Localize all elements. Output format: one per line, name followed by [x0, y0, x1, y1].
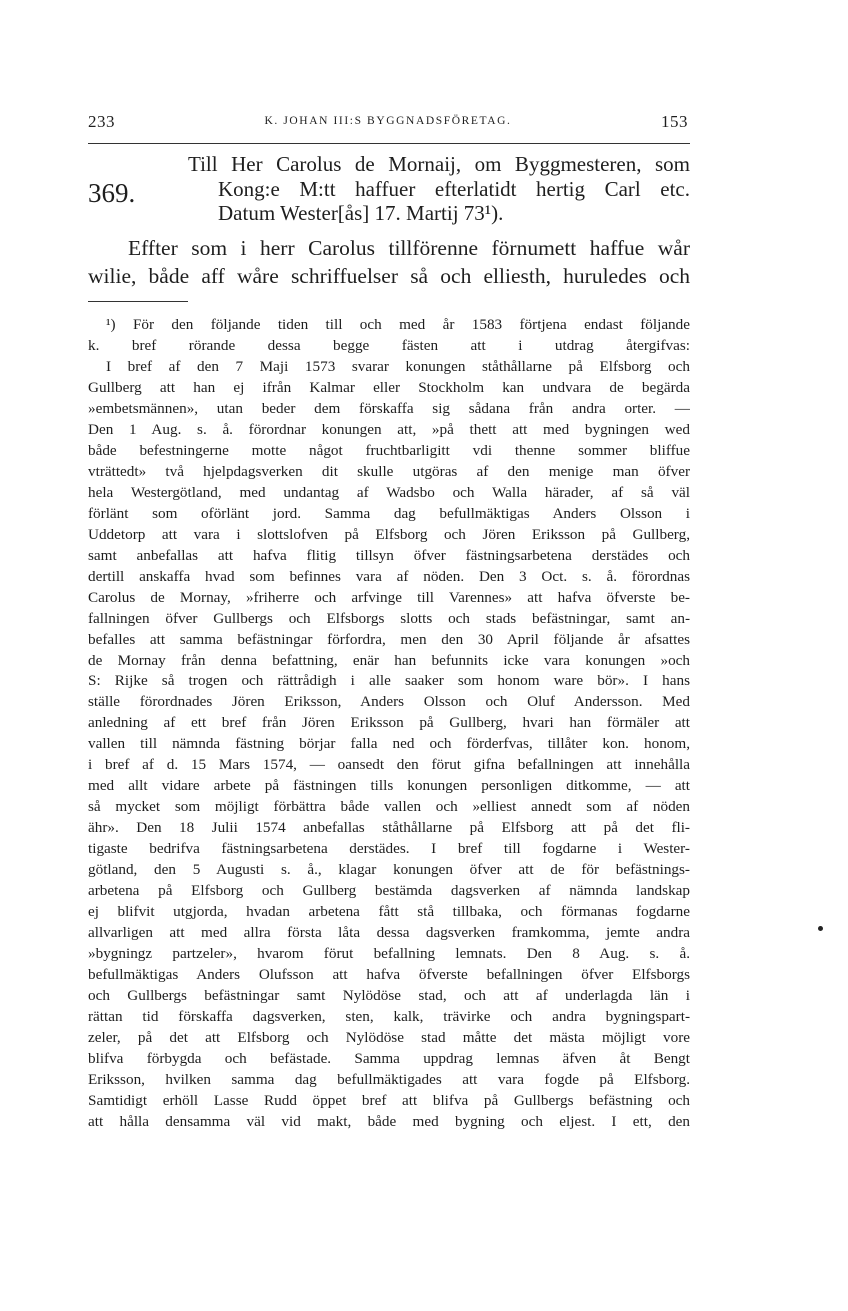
footnote-line: samt anbefallas att hafva flitig tillsyn öfver fästningsarbetena derstädes och — [88, 546, 690, 564]
footnote-line: dertill anskaffa hvad som befinnes vara af nöden. Den 3 Oct. s. å. förordnas — [88, 567, 690, 585]
title-line: Datum Wester[ås] 17. Martij 73¹). — [218, 201, 504, 225]
page-number-left: 233 — [88, 112, 115, 131]
footnote-line: Eriksson, hvilken samma dag befullmäktigades att vara fogde på Elfsborg. — [88, 1070, 690, 1088]
body-line: wilie, både aff wåre schriffuelser så och elliesth, huruledes och — [88, 264, 690, 288]
footnote-line: vallen till nämnda fästning börjar falla ned och förderfvas, tillåter kon. honom, — [88, 735, 690, 753]
footnote-line: fallningen öfver Gullbergs och Elfsborgs slotts och stads befästningar, samt an- — [88, 609, 690, 627]
body-line: Effter som i herr Carolus tillförenne förnumett haffue wår — [128, 236, 690, 260]
footnote-line: anledning af ett bref från Jören Eriksson på Gullberg, hvari han förmäler att — [88, 714, 690, 732]
footnote-line: i bref af d. 15 Mars 1574, — oansedt den förut gifna befallningen att innehålla — [88, 756, 690, 774]
footnote-line: vträttedt» två hjelpdagsverken dit skulle utgöras af den menige man öfver — [88, 462, 690, 480]
title-line: Kong:e M:tt haffuer efterlatidt hertig Carl etc. — [218, 176, 690, 201]
page-number-right: 153 — [661, 112, 688, 131]
footnote-line: »embetsmännen», utan beder dem förskaffa sig sådana från andra orter. — — [88, 399, 690, 417]
footnote-line: tigaste bedrifva fästningsarbetena derstädes. I bref till fogdarne i Wester- — [88, 840, 690, 858]
letter-body — [88, 234, 690, 290]
document-title — [188, 152, 690, 226]
footnote-line: ej blifvit utgjorda, hvadan arbetena fått stå tillbaka, och förmanas fogdarne — [88, 903, 690, 921]
footnote-line: »bygningz partzeler», hvarom förut befallning lemnats. Den 8 Aug. s. å. — [88, 945, 690, 963]
title-line: Till Her Carolus de Mornaij, om Byggmesteren, som — [188, 152, 690, 176]
footnote-line: ¹) För den följande tiden till och med år 1583 förtjena endast följande — [106, 316, 690, 333]
running-title: K. JOHAN III:S BYGGNADSFÖRETAG. — [264, 115, 512, 127]
footnote-line: att hålla densamma väl vid makt, både med bygning och eljest. I ett, den — [88, 1112, 690, 1130]
footnote-line: rättan tid förskaffa dagsverken, sten, kalk, trävirke och andra bygningspart- — [88, 1007, 690, 1025]
footnote-line: arbetena på Elfsborg och Gullberg bestämda dagsverken af nämnda landskap — [88, 882, 690, 900]
footnote-line: Samtidigt erhöll Lasse Rudd öppet bref att blifva på Gullbergs befästning och — [88, 1091, 690, 1109]
footnote-line: götland, den 5 Augusti s. å., klagar konungen öfver att de för befästnings- — [88, 861, 690, 879]
footnote-line: både befestningerne motte något fruchtbarligitt vdi thenne sommer bliffue — [88, 441, 690, 459]
footnote-line: befalles att samma befästningar förfordra, men den 30 April följande år afsattes — [88, 630, 690, 648]
footnote-line: de Mornay från denna befattning, enär han befunnits icke vara konungen »och — [88, 651, 690, 669]
footnote-line: Carolus de Mornay, »friherre och arfvinge till Varennes» att hafva öfverste be- — [88, 588, 690, 606]
footnote-line: S: Rijke så trogen och rättrådigh i alle saaker som honom ware bör». I hans — [88, 672, 690, 690]
footnote-line: förlänt som oförlänt jord. Samma dag befullmäktigas Anders Olsson i — [88, 504, 690, 522]
footnote-line: så mycket som möjligt förbättra både vallen och »elliest annedt som af nöden — [88, 798, 690, 816]
document-number: 369. — [88, 178, 136, 208]
footnote-line: Gullberg att han ej ifrån Kalmar eller Stockholm kan undvara de begärda — [88, 378, 690, 396]
footnote-line: ähr». Den 18 Julii 1574 anbefallas ståthållarne på Elfsborg att på det fli- — [88, 819, 690, 837]
running-header — [88, 112, 688, 136]
footnote-rule — [88, 301, 188, 302]
footnote-line: Uddetorp att vara i slottslofven på Elfsborg och Jören Eriksson på Gullberg, — [88, 525, 690, 543]
footnote-line: hela Westergötland, med undantag af Wadsbo och Walla härader, af så väl — [88, 483, 690, 501]
footnote-line: ställe förordnades Jören Eriksson, Anders Olsson och Oluf Andersson. Med — [88, 693, 690, 711]
footnote-line: k. bref rörande dessa begge fästen att i utdrag återgifvas: — [88, 336, 690, 354]
header-rule — [88, 143, 690, 144]
footnote-line: Den 1 Aug. s. å. förordnar konungen att, »på thett att med bygningen wed — [88, 420, 690, 438]
footnote — [88, 315, 690, 1133]
footnote-line: och Gullbergs befästningar samt Nylödöse stad, och att af underlagda län i — [88, 987, 690, 1004]
footnote-line: blifva förbygda och befästade. Samma uppdrag lemnas äfven åt Bengt — [88, 1049, 690, 1067]
footnote-line: I bref af den 7 Maji 1573 svarar konungen ståthållarne på Elfsborg och — [106, 357, 690, 375]
footnote-line: befullmäktigas Anders Olufsson att hafva öfverste befallningen öfver Elfsborgs — [88, 966, 690, 984]
footnote-line: allvarligen att med allra första låta dessa dagsverken framkomma, jemte andra — [88, 924, 690, 942]
footnote-line: zeler, på det att Elfsborg och Nylödöse stad måtte det mästa möjligt vore — [88, 1028, 690, 1046]
footnote-line: med allt vidare arbete på fästningen tills konungen personligen ditkomme, — att — [88, 777, 690, 795]
margin-mark — [818, 926, 823, 931]
